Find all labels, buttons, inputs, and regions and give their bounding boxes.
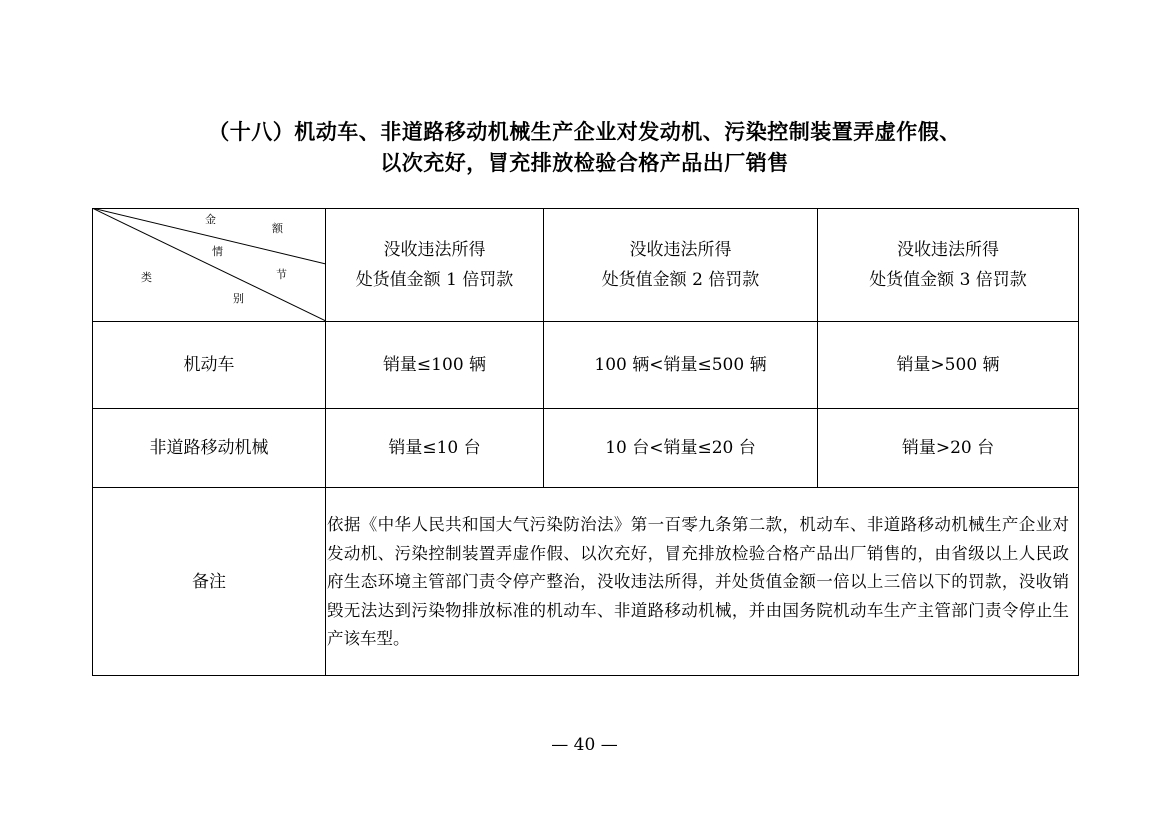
table-cell: 销量>20 台 xyxy=(901,438,995,458)
corner-label-circumstance-2: 节 xyxy=(276,268,287,281)
table-border-right xyxy=(1078,208,1079,676)
table-cell: 100 辆<销量≤500 辆 xyxy=(594,355,767,375)
table-cell: 销量≤10 台 xyxy=(388,438,481,458)
column-header-line-2: 处货值金额 2 倍罚款 xyxy=(601,270,760,290)
corner-label-amount-2: 额 xyxy=(272,222,283,235)
table-cell: 10 台<销量≤20 台 xyxy=(605,438,756,458)
column-header-line-2: 处货值金额 3 倍罚款 xyxy=(869,270,1027,290)
page-number: — 40 — xyxy=(551,735,618,755)
table-cell: 销量≤100 辆 xyxy=(382,355,487,375)
corner-label-category-1: 类 xyxy=(141,271,152,284)
column-header xyxy=(544,209,817,321)
table-border-bottom xyxy=(92,675,1079,676)
column-header-line-2: 处货值金额 1 倍罚款 xyxy=(355,270,514,290)
table-cell: 销量>500 辆 xyxy=(896,355,1000,375)
column-header-line-1: 没收违法所得 xyxy=(383,240,486,260)
corner-label-circumstance-1: 情 xyxy=(212,245,223,258)
column-header xyxy=(818,209,1078,321)
row-label: 非道路移动机械 xyxy=(149,438,269,458)
column-header xyxy=(326,209,543,321)
column-header-line-1: 没收违法所得 xyxy=(629,240,732,260)
corner-label-amount-1: 金 xyxy=(205,213,216,226)
row-label: 机动车 xyxy=(183,355,235,375)
document-title-line-1: （十八）机动车、非道路移动机械生产企业对发动机、污染控制装置弄虚作假、 xyxy=(208,120,961,144)
column-header-line-1: 没收违法所得 xyxy=(897,240,999,260)
document-title-line-2: 以次充好，冒充排放检验合格产品出厂销售 xyxy=(380,151,789,175)
note-text: 依据《中华人民共和国大气污染防治法》第一百零九条第二款，机动车、非道路移动机械生产企业对发动机、污染控制装置弄虚作假、以次充好，冒充排放检验合格产品出厂销售的，由省级以上人民政府生态环境主管部门责令停产整治，没收违法所得，并处货值金额一倍以上三倍以下的罚款，没收销毁无法达到污染物排放标准的机动车、非道路移动机械，并由国务院机动车生产主管部门责令停止生产该车型。 xyxy=(327,515,1069,648)
note-label: 备注 xyxy=(192,571,226,592)
corner-label-category-2: 别 xyxy=(233,292,244,305)
